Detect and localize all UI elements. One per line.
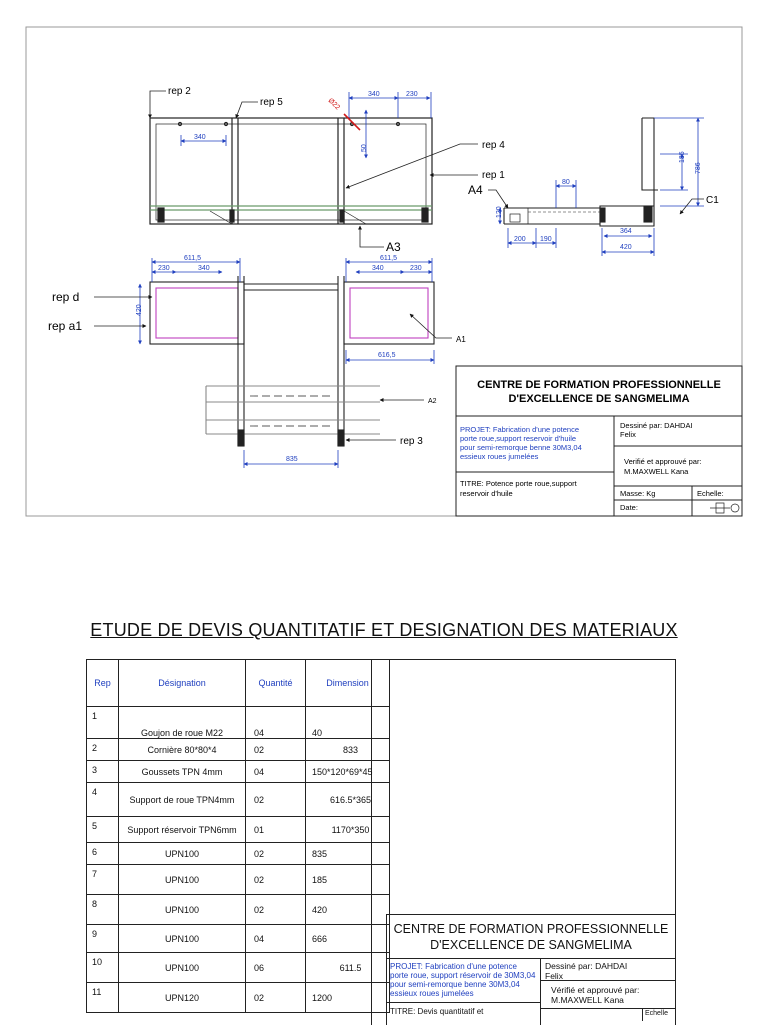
cell-designation: Support réservoir TPN6mm xyxy=(119,817,246,843)
cell-dimension: 1170*350 xyxy=(306,817,390,843)
sheet-frame xyxy=(26,27,742,516)
devis-tb-titre: TITRE: Devis quantitatif et xyxy=(387,1002,540,1016)
table-row xyxy=(87,817,390,843)
cell-designation: UPN120 xyxy=(119,983,246,1013)
label-repd: rep d xyxy=(52,290,80,304)
cell-dimension: 185 xyxy=(306,865,390,895)
cell-quantite: 04 xyxy=(246,925,306,953)
cell-designation: Cornière 80*80*4 xyxy=(119,739,246,761)
cell-designation: UPN100 xyxy=(119,843,246,865)
cell-dimension: 611.5 xyxy=(306,953,390,983)
dim-786: 786 xyxy=(695,162,702,174)
label-rep5: rep 5 xyxy=(260,97,283,108)
cell-rep: 7 xyxy=(87,865,119,895)
cell-dimension: 666 xyxy=(306,925,390,953)
label-a4: A4 xyxy=(468,183,483,197)
cell-rep: 11 xyxy=(87,983,119,1013)
dim-200: 200 xyxy=(514,236,526,243)
label-a3: A3 xyxy=(386,240,401,254)
table-row xyxy=(87,925,390,953)
cell-rep: 5 xyxy=(87,817,119,843)
cell-rep: 8 xyxy=(87,895,119,925)
dim-340-a: 340 xyxy=(368,91,380,98)
devis-tb-projet: PROJET: Fabrication d'une potence porte roue, support réservoir de 30M3,04 pour semi-remorque benne 30M3,04 essieux roues jumelées xyxy=(390,962,536,998)
cell-designation: Goujon de roue M22 xyxy=(119,707,246,739)
devis-tb-echelle: Echelle xyxy=(642,1009,675,1021)
dim-364: 364 xyxy=(620,228,632,235)
devis-tb-verifie: Vérifié et approuvé par: M.MAXWELL Kana xyxy=(551,985,640,1005)
dim-230-left: 230 xyxy=(158,265,170,272)
cell-quantite: 04 xyxy=(246,761,306,783)
dim-835: 835 xyxy=(286,456,298,463)
tb-date: Date: xyxy=(620,503,638,512)
dim-340-left: 340 xyxy=(198,265,210,272)
dim-022: Ø22 xyxy=(326,97,341,112)
table-row xyxy=(87,783,390,817)
cell-dimension: 420 xyxy=(306,895,390,925)
cell-quantite: 02 xyxy=(246,843,306,865)
devis-title-block xyxy=(386,914,676,1025)
cell-rep: 1 xyxy=(87,707,119,739)
cell-rep: 6 xyxy=(87,843,119,865)
dim-340-right: 340 xyxy=(372,265,384,272)
dim-6165: 616,5 xyxy=(378,352,396,359)
cell-dimension: 40 xyxy=(306,707,390,739)
dim-340-top: 340 xyxy=(194,134,206,141)
label-rep2: rep 2 xyxy=(168,86,191,97)
tb-verifie: Verifié et approuvé par: M.MAXWELL Kana xyxy=(624,457,702,476)
cell-rep: 10 xyxy=(87,953,119,983)
dim-420-left: 420 xyxy=(136,304,143,316)
cell-quantite: 02 xyxy=(246,739,306,761)
label-repa1: rep a1 xyxy=(48,319,83,333)
cell-designation: UPN100 xyxy=(119,953,246,983)
cell-dimension: 150*120*69*45 xyxy=(306,761,390,783)
cell-designation: UPN100 xyxy=(119,865,246,895)
cell-rep: 2 xyxy=(87,739,119,761)
dim-120: 120 xyxy=(496,206,503,218)
cell-quantite: 02 xyxy=(246,865,306,895)
front-view xyxy=(150,276,434,446)
devis-tb-dessine: Dessiné par: DAHDAI Felix xyxy=(541,959,675,981)
cell-dimension: 616.5*365 xyxy=(306,783,390,817)
cell-quantite: 02 xyxy=(246,983,306,1013)
cell-rep: 9 xyxy=(87,925,119,953)
tb-titre: TITRE: Potence porte roue,support reservoir d'huile xyxy=(460,479,577,498)
label-rep3: rep 3 xyxy=(400,436,423,447)
dim-190: 190 xyxy=(540,236,552,243)
table-row xyxy=(87,739,390,761)
tb-dessine: Dessiné par: DAHDAI Felix xyxy=(620,421,693,439)
side-view xyxy=(504,118,658,226)
cell-designation: UPN100 xyxy=(119,895,246,925)
tb-masse: Masse: Kg xyxy=(620,489,656,498)
tb-header-1: CENTRE DE FORMATION PROFESSIONNELLE xyxy=(477,379,721,391)
devis-header-row xyxy=(87,660,390,707)
cell-designation: Support de roue TPN4mm xyxy=(119,783,246,817)
devis-title: ETUDE DE DEVIS QUANTITATIF ET DESIGNATION DES MATERIAUX xyxy=(90,620,678,640)
cell-designation: Goussets TPN 4mm xyxy=(119,761,246,783)
label-c1: C1 xyxy=(706,195,719,206)
side-view-dims xyxy=(500,118,704,256)
cell-quantite: 01 xyxy=(246,817,306,843)
tb-header-2: D'EXCELLENCE DE SANGMELIMA xyxy=(508,393,690,405)
table-row xyxy=(87,953,390,983)
label-rep1: rep 1 xyxy=(482,170,505,181)
tb-projet: PROJET: Fabrication d'une potence porte roue,support reservoir d'huile pour semi-remorque benne 30M3,04 essieux roues jumelées xyxy=(460,425,582,461)
col-rep: Rep xyxy=(87,660,119,707)
dim-185: 185 xyxy=(679,151,686,163)
cell-designation: UPN100 xyxy=(119,925,246,953)
label-rep4: rep 4 xyxy=(482,140,505,151)
col-designation: Désignation xyxy=(119,660,246,707)
cell-dimension: 1200 xyxy=(306,983,390,1013)
dim-6115-left: 611,5 xyxy=(184,255,201,262)
table-row xyxy=(87,843,390,865)
table-row xyxy=(87,707,390,739)
col-dimension: Dimension xyxy=(306,660,390,707)
col-quantite: Quantité xyxy=(246,660,306,707)
cell-rep: 3 xyxy=(87,761,119,783)
tb-echelle: Echelle: xyxy=(697,489,724,498)
devis-table xyxy=(86,659,390,1013)
devis-tb-header: CENTRE DE FORMATION PROFESSIONNELLE D'EXCELLENCE DE SANGMELIMA xyxy=(387,915,675,959)
table-row xyxy=(87,895,390,925)
cell-quantite: 06 xyxy=(246,953,306,983)
dim-80: 80 xyxy=(562,179,570,186)
cell-dimension: 835 xyxy=(306,843,390,865)
cell-dimension: 833 xyxy=(306,739,390,761)
dim-50: 50 xyxy=(361,144,368,152)
cell-rep: 4 xyxy=(87,783,119,817)
cell-quantite: 02 xyxy=(246,783,306,817)
cell-quantite: 04 xyxy=(246,707,306,739)
cell-quantite: 02 xyxy=(246,895,306,925)
dim-420-side: 420 xyxy=(620,244,632,251)
label-a1: A1 xyxy=(456,335,466,344)
table-row xyxy=(87,761,390,783)
table-row xyxy=(87,983,390,1013)
dim-6115-right: 611,5 xyxy=(380,255,397,262)
label-a2: A2 xyxy=(428,398,437,405)
dim-230-a: 230 xyxy=(406,91,418,98)
dim-230-right: 230 xyxy=(410,265,422,272)
top-view-dims xyxy=(181,92,431,158)
table-row xyxy=(87,865,390,895)
